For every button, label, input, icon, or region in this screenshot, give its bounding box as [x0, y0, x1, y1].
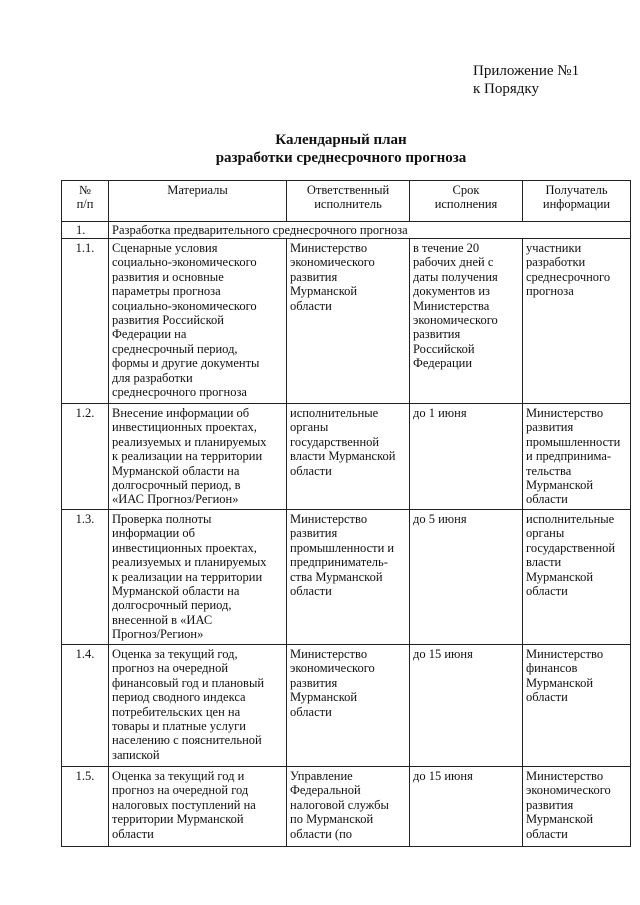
calendar-plan-table: [61, 180, 631, 847]
row-responsible: исполнительные органы государственной власти Мурманской области: [287, 404, 410, 510]
row-responsible: Министерство экономического развития Мурманской области: [287, 645, 410, 767]
row-deadline: до 5 июня: [410, 510, 523, 645]
row-num: 1.1.: [62, 239, 109, 404]
row-recipient: исполнительные органы государственной власти Мурманской области: [523, 510, 631, 645]
row-materials: Оценка за текущий год, прогноз на очередной финансовый год и плановый период сводного индекса потребительских цен на товары и платные услуги населению с пояснительной запиской: [109, 645, 287, 767]
table-row: [62, 510, 631, 645]
title-line-2: разработки среднесрочного прогноза: [215, 150, 467, 166]
section-row: [62, 222, 631, 239]
row-deadline: в течение 20 рабочих дней с даты получения документов из Министерства экономического развития Российской Федерации: [410, 239, 523, 404]
row-materials: Внесение информации об инвестиционных проектах, реализуемых и планируемых к реализации на территории Мурманской области на долгосрочный период, в «ИАС Прогноз/Регион»: [109, 404, 287, 510]
appendix-line-2: к Порядку: [473, 81, 539, 97]
table-row: [62, 404, 631, 510]
row-deadline: до 1 июня: [410, 404, 523, 510]
appendix-line-1: Приложение №1: [473, 63, 580, 79]
header-recipient: Получатель информации: [523, 181, 631, 222]
row-recipient: участники разработки среднесрочного прогноза: [523, 239, 631, 404]
table-row: [62, 645, 631, 767]
row-deadline: до 15 июня: [410, 645, 523, 767]
row-num: 1.5.: [62, 767, 109, 847]
row-materials: Проверка полноты информации об инвестиционных проектах, реализуемых и планируемых к реализации на территории Мурманской области на долгосрочный период, внесенной в «ИАС Прогноз/Регион»: [109, 510, 287, 645]
document-title: [0, 131, 640, 167]
table-row: [62, 767, 631, 847]
header-responsible: Ответственный исполнитель: [287, 181, 410, 222]
row-responsible: Министерство развития промышленности и предприниматель- ства Мурманской области: [287, 510, 410, 645]
row-deadline: до 15 июня: [410, 767, 523, 847]
table-row: [62, 239, 631, 404]
row-responsible: Министерство экономического развития Мурманской области: [287, 239, 410, 404]
row-num: 1.2.: [62, 404, 109, 510]
row-recipient: Министерство развития промышленности и предпринима- тельства Мурманской области: [523, 404, 631, 510]
section-num: 1.: [62, 222, 109, 239]
header-deadline: Срок исполнения: [410, 181, 523, 222]
row-materials: Сценарные условия социально-экономического развития и основные параметры прогноза социально-экономического развития Российской Федерации на среднесрочный период, формы и другие документы для разработки среднесрочного прогноза: [109, 239, 287, 404]
row-materials: Оценка за текущий год и прогноз на очередной год налоговых поступлений на территории Мурманской области: [109, 767, 287, 847]
row-num: 1.3.: [62, 510, 109, 645]
section-title: Разработка предварительного среднесрочного прогноза: [109, 222, 631, 239]
header-materials: Материалы: [109, 181, 287, 222]
row-num: 1.4.: [62, 645, 109, 767]
title-line-1: Календарный план: [275, 132, 407, 148]
table-header-row: [62, 181, 631, 222]
row-responsible: Управление Федеральной налоговой службы по Мурманской области (по: [287, 767, 410, 847]
row-recipient: Министерство финансов Мурманской области: [523, 645, 631, 767]
header-num: № п/п: [62, 181, 109, 222]
row-recipient: Министерство экономического развития Мурманской области: [523, 767, 631, 847]
appendix-reference: [473, 62, 579, 98]
